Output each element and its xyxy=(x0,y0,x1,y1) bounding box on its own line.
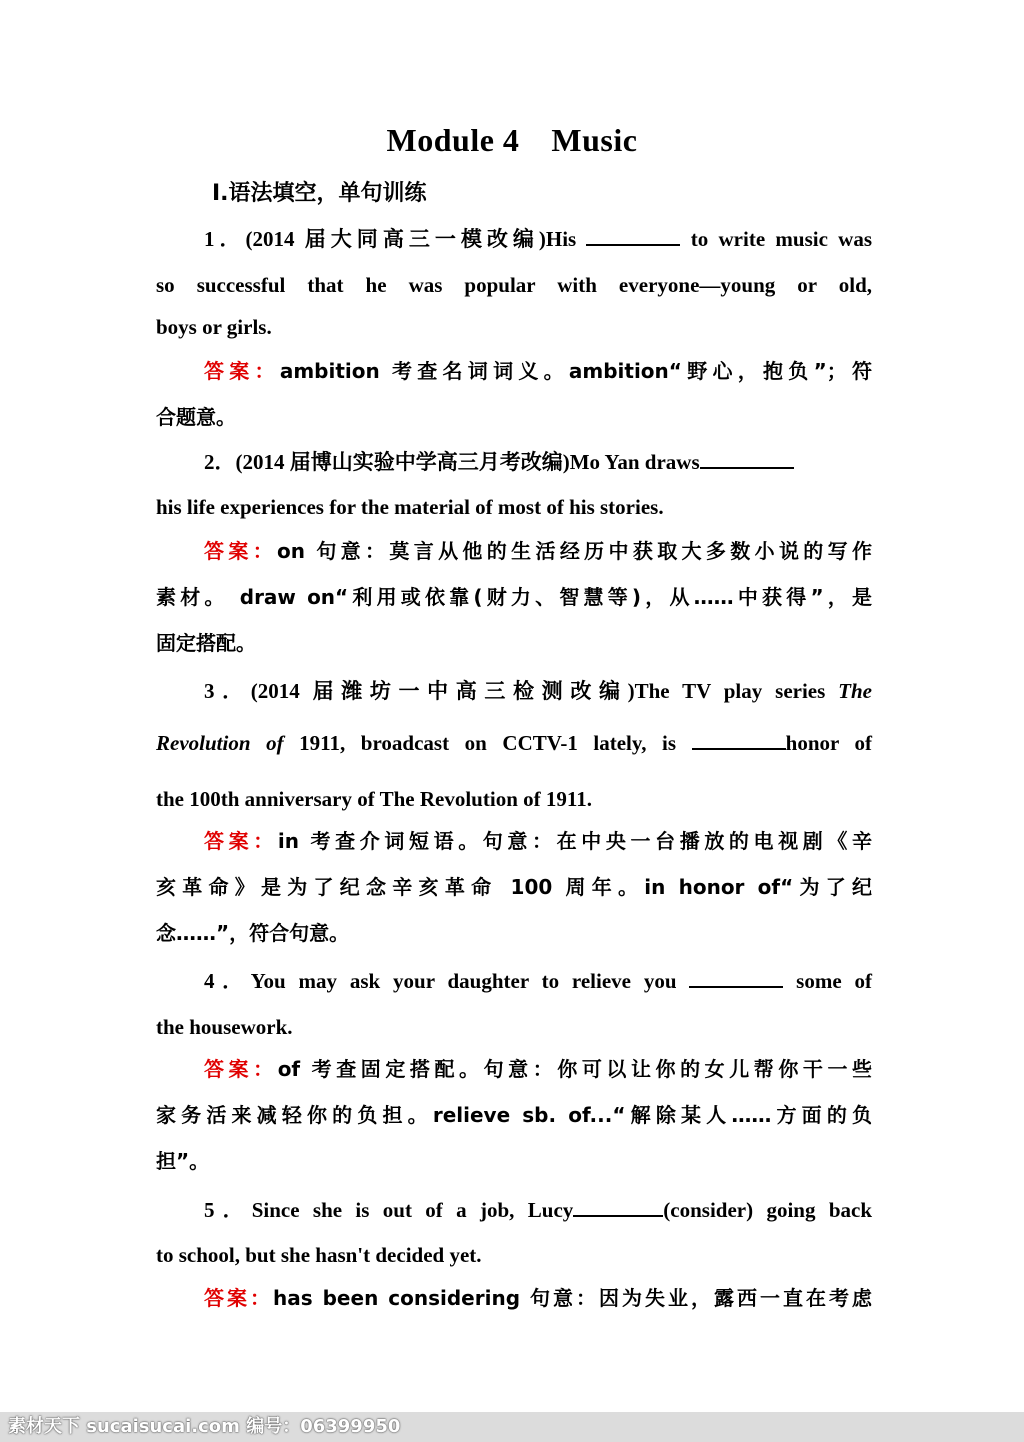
answer-blank xyxy=(692,728,786,750)
q2-answer-line-3: 固定搭配。 xyxy=(156,631,256,655)
answer-label: 答案： xyxy=(204,829,278,853)
answer-label: 答案： xyxy=(204,539,278,563)
q3-answer-line-1: 答案：in 考查介词短语。句意：在中央一台播放的电视剧《辛 xyxy=(204,829,872,853)
q4-answer-line-1: 答案：of 考查固定搭配。句意：你可以让你的女儿帮你干一些 xyxy=(204,1057,873,1081)
answer-blank xyxy=(573,1195,663,1217)
answer-blank xyxy=(700,447,794,469)
q4-answer-line-2: 家务活来减轻你的负担。relieve sb. of...“解除某人……方面的负 xyxy=(156,1103,872,1127)
q5-line-2: to school, but she hasn't decided yet. xyxy=(156,1243,482,1267)
module-topic: Music xyxy=(551,122,638,158)
q1-answer-line-2: 合题意。 xyxy=(156,405,236,429)
q2-answer-line-2: 素材。 draw on“利用或依靠(财力、智慧等)，从……中获得”，是 xyxy=(156,585,872,609)
section-heading: Ⅰ.语法填空，单句训练 xyxy=(212,181,427,206)
answer-blank xyxy=(586,224,680,246)
page-title xyxy=(0,122,1024,159)
q3-line-3: the 100th anniversary of The Revolution of 1911. xyxy=(156,787,592,811)
q4-line-1: 4．You may ask your daughter to relieve you some of xyxy=(204,966,872,996)
q2-line-1: 2．(2014 届博山实验中学高三月考改编)Mo Yan draws xyxy=(204,447,872,477)
q3-line-2: Revolution of 1911, broadcast on CCTV-1 lately, is honor of xyxy=(156,728,872,758)
q4-line-2: the housework. xyxy=(156,1015,293,1039)
q1-line-2: so successful that he was popular with everyone—young or old, xyxy=(156,273,872,297)
q3-answer-line-3: 念……”，符合句意。 xyxy=(156,921,350,945)
answer-label: 答案： xyxy=(204,1286,274,1310)
q1-line-3: boys or girls. xyxy=(156,315,272,339)
watermark-bar: 素材天下 sucaisucai.com 编号：06399950 xyxy=(0,1412,1024,1442)
q3-answer-line-2: 亥革命》是为了纪念辛亥革命 100 周年。in honor of“为了纪 xyxy=(156,875,872,899)
q1-answer-line-1: 答案：ambition 考查名词词义。ambition“野心，抱负”；符 xyxy=(204,359,872,383)
q2-answer-line-1: 答案：on 句意：莫言从他的生活经历中获取大多数小说的写作 xyxy=(204,539,872,563)
q5-line-1: 5．Since she is out of a job, Lucy (consider) going back xyxy=(204,1195,872,1225)
module-number: Module 4 xyxy=(386,122,520,158)
q1-line-1: 1．(2014 届大同高三一模改编)His to write music was xyxy=(204,224,872,254)
answer-blank xyxy=(689,966,783,988)
q2-line-2: his life experiences for the material of most of his stories. xyxy=(156,495,664,519)
q5-answer-line-1: 答案：has been considering 句意：因为失业，露西一直在考虑 xyxy=(204,1286,873,1310)
q4-answer-line-3: 担”。 xyxy=(156,1149,210,1173)
answer-label: 答案： xyxy=(204,1057,278,1081)
answer-label: 答案： xyxy=(204,359,280,383)
q3-line-1: 3．(2014 届潍坊一中高三检测改编)The TV play series The xyxy=(204,679,872,703)
